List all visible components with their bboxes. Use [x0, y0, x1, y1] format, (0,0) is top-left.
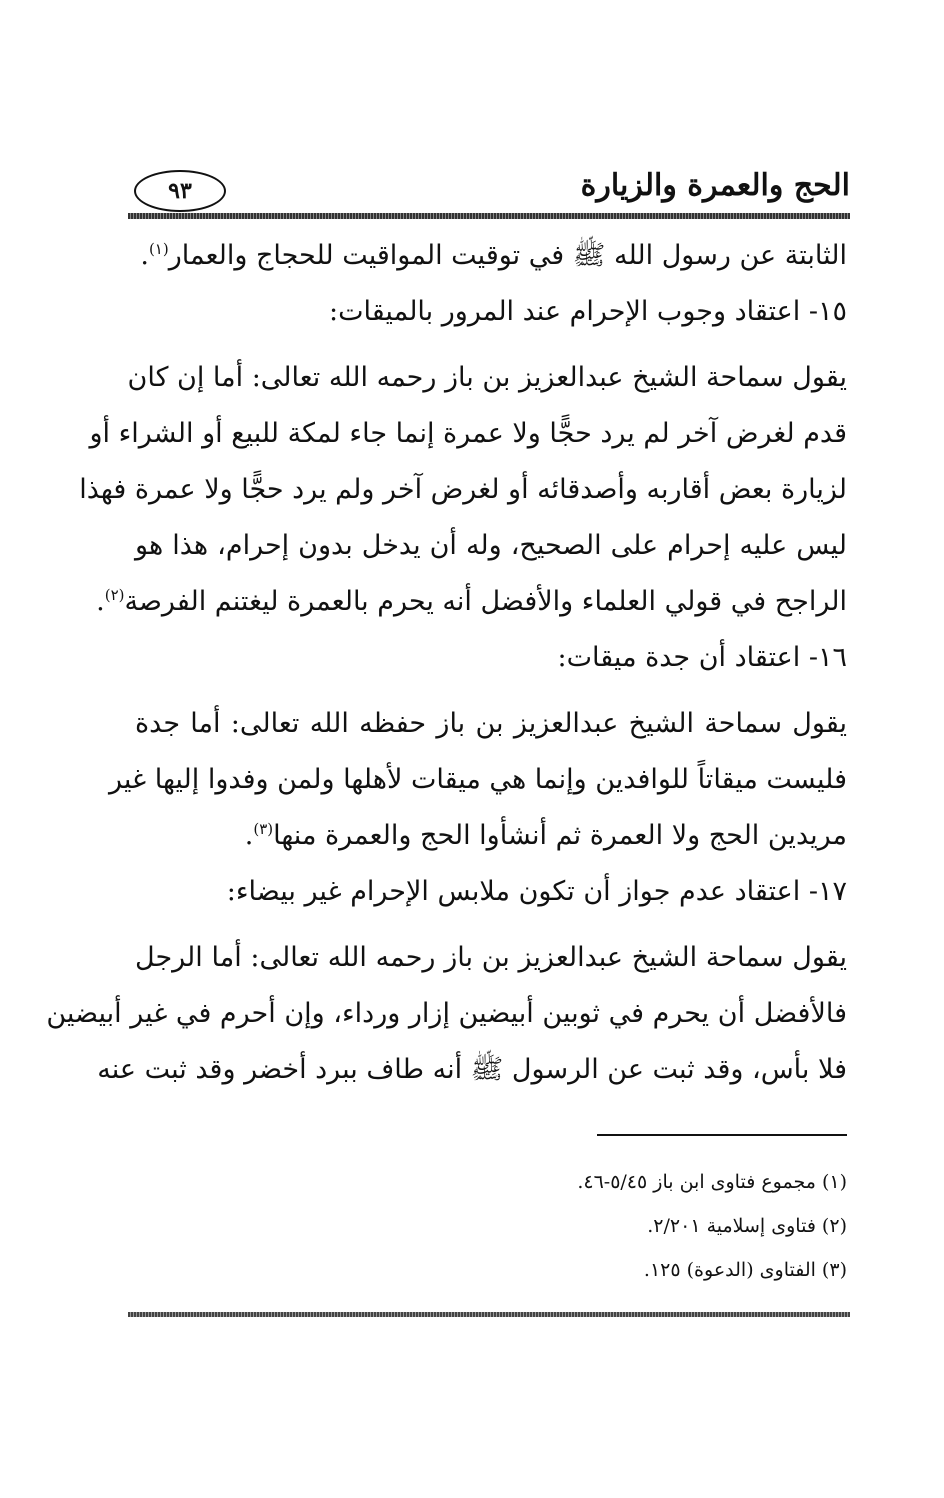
section-heading-17: ١٧- اعتقاد عدم جواز أن تكون ملابس الإحرام غير بيضاء: — [226, 876, 847, 907]
footnote-ref-2: (٢) — [104, 586, 125, 604]
text-line-7: الراجح في قولي العلماء والأفضل أنه يحرم بالعمرة ليغتنم الفرصة$^{(٢)}$. — [96, 586, 847, 617]
section-heading-15: ١٥- اعتقاد وجوب الإحرام عند المرور بالميقات: — [329, 296, 847, 327]
header-rule — [128, 213, 850, 219]
text-line-14: فالأفضل أن يحرم في ثوبين أبيضين إزار ورداء، وإن أحرم في غير أبيضين — [46, 998, 847, 1029]
footnotes — [347, 1160, 847, 1292]
text-line-10: فليست ميقاتاً للوافدين وإنما هي ميقات لأهلها ولمن وفدوا إليها غير — [108, 764, 847, 795]
text-line-4: قدم لغرض آخر لم يرد حجًّا ولا عمرة إنما جاء لمكة للبيع أو الشراء أو — [89, 418, 847, 449]
footnote-1: (١) مجموع فتاوى ابن باز ٥/٤٥-٤٦. — [577, 1171, 847, 1193]
text-line-5: لزيارة بعض أقاربه وأصدقائه أو لغرض آخر ولم يرد حجًّا ولا عمرة فهذا — [79, 474, 847, 505]
page-header — [120, 160, 850, 212]
footnote-2: (٢) فتاوى إسلامية ٢/٢٠١. — [647, 1215, 847, 1237]
section-heading-16: ١٦- اعتقاد أن جدة ميقات: — [557, 642, 847, 673]
text-line-1: الثابتة عن رسول الله ﷺ في توقيت المواقيت للحجاج والعمار$^{(١)}$. — [140, 240, 847, 271]
page-number-badge — [134, 170, 226, 212]
page-number: ٩٣ — [168, 178, 192, 204]
text-line-13: يقول سماحة الشيخ عبدالعزيز بن باز رحمه الله تعالى: أما الرجل — [135, 942, 847, 973]
text-line-3: يقول سماحة الشيخ عبدالعزيز بن باز رحمه الله تعالى: أما إن كان — [127, 362, 847, 393]
text-line-15: فلا بأس، وقد ثبت عن الرسول ﷺ أنه طاف ببرد أخضر وقد ثبت عنه — [97, 1054, 847, 1085]
footnote-3: (٣) الفتاوى (الدعوة) ١٢٥. — [643, 1259, 847, 1281]
text-line-6: ليس عليه إحرام على الصحيح، وله أن يدخل بدون إحرام، هذا هو — [135, 530, 847, 561]
text-line-9: يقول سماحة الشيخ عبدالعزيز بن باز حفظه الله تعالى: أما جدة — [135, 708, 847, 739]
footnote-separator — [597, 1134, 847, 1136]
footnote-ref-1: (١) — [148, 240, 169, 258]
running-title: الحج والعمرة والزيارة — [580, 168, 850, 203]
body-text — [46, 228, 847, 1098]
footnote-ref-3: (٣) — [253, 820, 274, 838]
text-line-11: مريدين الحج ولا العمرة ثم أنشأوا الحج والعمرة منها$^{(٣)}$. — [244, 820, 847, 851]
footer-rule — [128, 1312, 850, 1317]
